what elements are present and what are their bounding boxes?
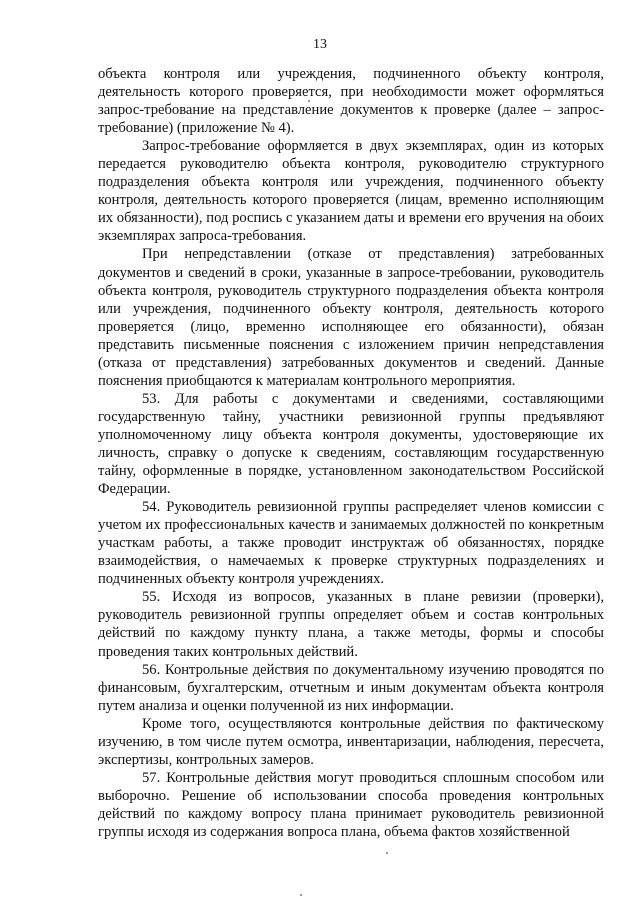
page-number: 13	[313, 37, 327, 52]
paragraph-non-submission: При непредставлении (отказе от представления) затребованных документов и сведений в сроки, указанные в запросе-требовании, руководитель объекта контроля, руководитель структурного подразделения объекта контроля или учреждения, подчиненного объекту контроля, деятельность которого проверяется (лицо, временно исполняющее его обязанности), обязан представить письменные пояснения с изложением причин непредставления (отказа от представления) затребованных документов и сведений. Данные пояснения приобщаются к материалам контрольного мероприятия.	[98, 246, 604, 389]
document-body	[98, 65, 604, 841]
paragraph-54: 54. Руководитель ревизионной группы распределяет членов комиссии с учетом их профессиональных качеств и занимаемых должностей по конкретным участкам работы, а также проводит инструктаж об обязанностях, порядке взаимодействия, о намечаемых к проверке структурных подразделениях и подчиненных объекту контроля учреждениях.	[98, 499, 604, 588]
paragraph-56-addendum: Кроме того, осуществляются контрольные действия по фактическому изучению, в том числе путем осмотра, инвентаризации, наблюдения, пересчета, экспертизы, контрольных замеров.	[98, 715, 604, 768]
paragraph-56: 56. Контрольные действия по документальному изучению проводятся по финансовым, бухгалтерским, отчетным и иным документам объекта контроля путем анализа и оценки полученной из них информации.	[98, 661, 604, 714]
paragraph-continued: объекта контроля или учреждения, подчиненного объекту контроля, деятельность которого проверяется, при необходимости может оформляться запрос-требование на представление документов к проверке (далее – запрос-требование) (приложение № 4).	[98, 66, 604, 137]
paragraph-55: 55. Исходя из вопросов, указанных в плане ревизии (проверки), руководитель ревизионной группы определяет объем и состав контрольных действий по каждому пункту плана, а также методы, формы и способы проведения таких контрольных действий.	[98, 589, 604, 660]
paragraph-request-form: Запрос-требование оформляется в двух экземплярах, один из которых передается руководителю объекта контроля, руководителю структурного подразделения объекта контроля или учреждения, подчиненного объекту контроля, деятельность которого проверяется (лицам, временно исполняющим их обязанности), под роспись с указанием даты и времени его вручения на обоих экземплярах запроса-требования.	[98, 138, 604, 245]
scan-speck	[386, 852, 388, 854]
paragraph-53: 53. Для работы с документами и сведениями, составляющими государственную тайну, участники ревизионной группы предъявляют уполномоченному лицу объекта контроля документы, удостоверяющие их личность, справку о допуске к сведениям, составляющим государственную тайну, оформленные в порядке, установленном законодательством Российской Федерации.	[98, 390, 604, 498]
scan-speck	[300, 894, 302, 896]
paragraph-57: 57. Контрольные действия могут проводиться сплошным способом или выборочно. Решение об использовании способа проведения контрольных действий по каждому вопросу плана принимает руководитель ревизионной группы исходя из содержания вопроса плана, объема фактов хозяйственной	[98, 769, 604, 840]
scan-speck	[308, 100, 310, 102]
